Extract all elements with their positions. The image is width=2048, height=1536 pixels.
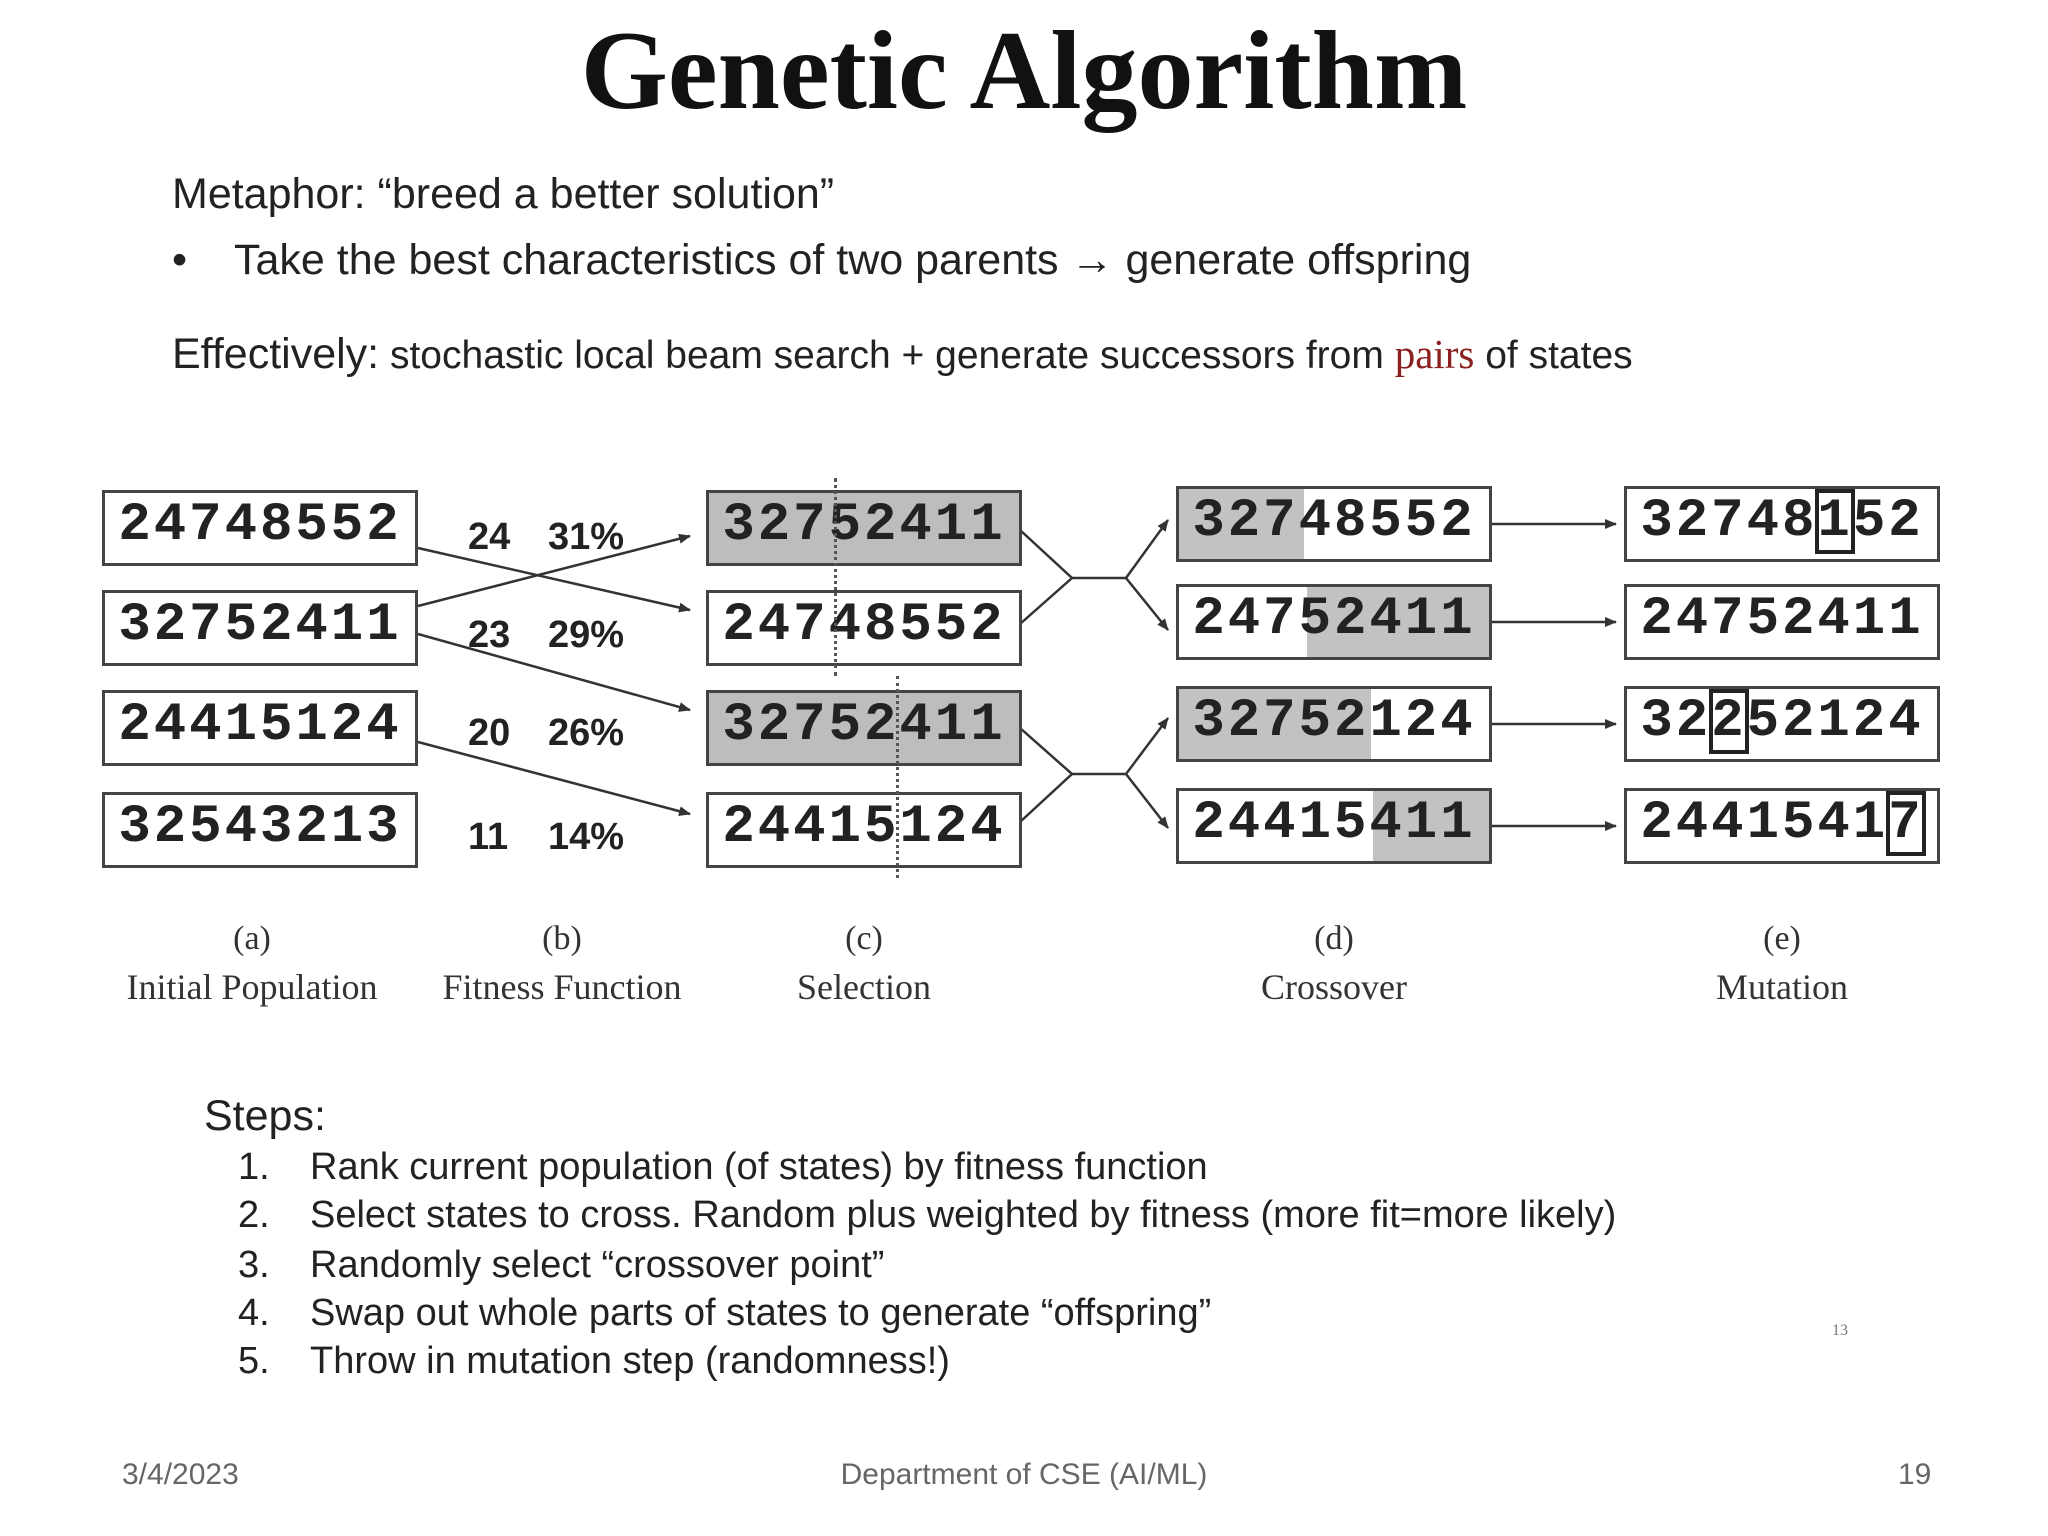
bullet-text: Take the best characteristics of two parents → generate offspring (234, 236, 1472, 284)
column-name-d: Crossover (1261, 967, 1407, 1007)
crossover-box-3 (1176, 686, 1492, 762)
fitness-score-2: 23 (468, 614, 511, 656)
population-value: 24415124 (118, 695, 402, 756)
population-value: 24748552 (118, 495, 402, 556)
population-value: 32543213 (118, 797, 402, 858)
mutation-value (1627, 689, 1937, 759)
mutation-suffix: 52 (1852, 491, 1924, 552)
mutation-prefix: 24752411 (1640, 589, 1924, 650)
crossover-box-1 (1176, 486, 1492, 562)
mutated-digit: 1 (1817, 491, 1853, 552)
step-text: Randomly select “crossover point” (310, 1244, 885, 1286)
crossover-box-4 (1176, 788, 1492, 864)
steps-heading: Steps: (204, 1092, 326, 1140)
step-text: Select states to cross. Random plus weighted by fitness (more fit=more likely) (310, 1194, 1617, 1236)
bullet-dot: • (172, 236, 188, 284)
selection-value: 24748552 (722, 595, 1006, 656)
arrow-to-cross2 (1126, 578, 1168, 630)
fitness-percent-4: 14% (548, 816, 625, 858)
column-name-e: Mutation (1716, 967, 1848, 1007)
population-box-4 (102, 792, 418, 868)
step-item-4 (238, 1292, 1211, 1335)
crossover-value: 32748552 (1192, 491, 1476, 552)
population-value: 32752411 (118, 595, 402, 656)
mutation-prefix: 32 (1640, 691, 1712, 752)
mutation-prefix: 2441541 (1640, 793, 1889, 854)
selection-value: 24415124 (722, 797, 1006, 858)
column-letter-d: (d) (1314, 920, 1354, 957)
column-name-c: Selection (797, 967, 931, 1007)
arrow-to-cross3 (1126, 718, 1168, 774)
mutation-prefix: 32748 (1640, 491, 1818, 552)
selection-box-3 (706, 690, 1022, 766)
selection-value: 32752411 (722, 495, 1006, 556)
fitness-score-1: 24 (468, 516, 511, 558)
mutation-box-2 (1624, 584, 1940, 660)
effectively-highlight: pairs (1394, 331, 1475, 377)
crossover-point-line-2 (896, 676, 899, 878)
crossover-value: 32752124 (1192, 691, 1476, 752)
column-letter-b: (b) (542, 920, 582, 957)
mutation-box-4 (1624, 788, 1940, 864)
step-number: 5. (238, 1340, 270, 1382)
selection-box-2 (706, 590, 1022, 666)
mutation-value (1627, 791, 1937, 861)
step-item-5 (238, 1340, 950, 1383)
mutation-value (1627, 489, 1937, 559)
effectively-part2: of states (1474, 334, 1633, 377)
merge-pair2 (1020, 728, 1072, 822)
footer-page-number: 19 (1898, 1458, 1932, 1491)
column-letter-c: (c) (845, 920, 883, 957)
mutation-box-1 (1624, 486, 1940, 562)
arrow-to-cross1 (1126, 520, 1168, 578)
column-letter-e: (e) (1763, 920, 1801, 957)
step-number: 1. (238, 1146, 270, 1188)
selection-value: 32752411 (722, 695, 1006, 756)
fitness-percent-1: 31% (548, 516, 625, 558)
fitness-score-3: 20 (468, 712, 511, 754)
step-number: 3. (238, 1244, 270, 1286)
step-text: Rank current population (of states) by fitness function (310, 1146, 1208, 1188)
mutation-suffix: 52124 (1746, 691, 1924, 752)
arrow-to-cross4 (1126, 774, 1168, 828)
population-box-3 (102, 690, 418, 766)
step-item-3 (238, 1244, 884, 1287)
mutated-digit: 2 (1711, 691, 1747, 752)
step-item-2 (238, 1194, 1616, 1237)
crossover-value: 24752411 (1192, 589, 1476, 650)
step-number: 2. (238, 1194, 270, 1236)
selection-box-1 (706, 490, 1022, 566)
footer-department: Department of CSE (AI/ML) (840, 1458, 1208, 1491)
population-box-1 (102, 490, 418, 566)
fitness-percent-2: 29% (548, 614, 625, 656)
effectively-part1: stochastic local beam search + generate successors from (379, 334, 1395, 377)
mutated-digit: 7 (1888, 793, 1924, 854)
population-box-2 (102, 590, 418, 666)
step-text: Throw in mutation step (randomness!) (310, 1340, 950, 1382)
figure-page-number: 13 (1832, 1322, 1848, 1339)
footer-date: 3/4/2023 (122, 1458, 239, 1491)
column-name-b: Fitness Function (442, 967, 682, 1007)
mutation-box-3 (1624, 686, 1940, 762)
mutation-value (1627, 587, 1937, 657)
selection-box-4 (706, 792, 1022, 868)
effectively-label: Effectively: (172, 330, 380, 378)
slide-title: Genetic Algorithm (580, 9, 1468, 133)
merge-pair1 (1020, 530, 1072, 624)
metaphor-line: Metaphor: “breed a better solution” (172, 170, 835, 218)
fitness-percent-3: 26% (548, 712, 625, 754)
crossover-point-line-1 (834, 478, 837, 676)
step-item-1 (238, 1146, 1208, 1189)
crossover-box-2 (1176, 584, 1492, 660)
column-name-a: Initial Population (126, 967, 378, 1007)
step-number: 4. (238, 1292, 270, 1334)
crossover-value: 24415411 (1192, 793, 1476, 854)
column-letter-a: (a) (233, 920, 271, 957)
step-text: Swap out whole parts of states to generate “offspring” (310, 1292, 1212, 1334)
fitness-score-4: 11 (468, 816, 509, 858)
